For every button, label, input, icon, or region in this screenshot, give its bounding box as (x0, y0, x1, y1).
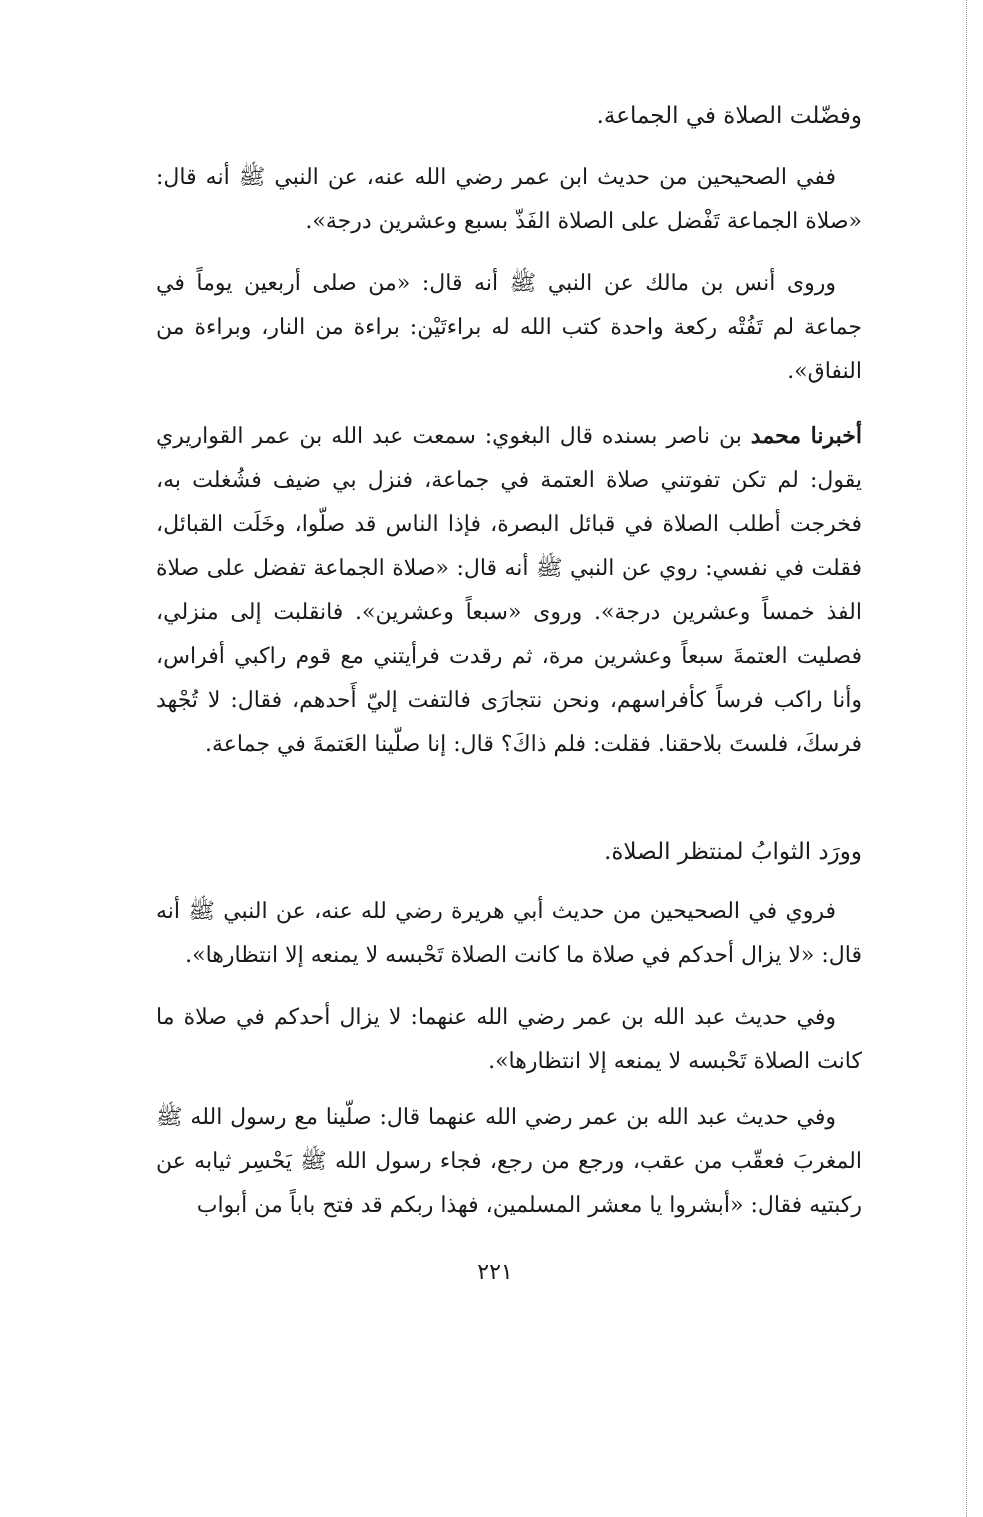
paragraph-sahihayn-ibn-umar (156, 156, 862, 244)
paragraph-text: ففي الصحيحين من حديث ابن عمر رضي الله عنه، عن النبي ﷺ أنه قال: «صلاة الجماعة تَفْضل على الصلاة الفَذّ بسبع وعشرين درجة». (156, 165, 862, 234)
paragraph-text: بن ناصر بسنده قال البغوي: سمعت عبد الله بن عمر القواريري يقول: لم تكن تفوتني صلاة العتمة في جماعة، فنزل بي ضيف فشُغلت به، فخرجت أطلب الصلاة في قبائل البصرة، فإذا الناس قد صلّوا، وخَلَت القبائل، فقلت في نفسي: روي عن النبي ﷺ أنه قال: «صلاة الجماعة تفضل على صلاة الفذ خمساً وعشرين درجة». وروى «سبعاً وعشرين». فانقلبت إلى منزلي، فصليت العتمةَ سبعاً وعشرين مرة، ثم رقدت فرأيتني مع قوم راكبي أفراس، وأنا راكب فرساً كأفراسهم، ونحن نتجارَى فالتفت إليّ أَحدهم، فقال: لا تُجْهد فرسكَ، فلستَ بلاحقنا. فقلت: فلم ذاكَ؟ قال: إنا صلّينا العَتمةَ في جماعة. (156, 424, 862, 757)
paragraph-text: وفي حديث عبد الله بن عمر رضي الله عنهما قال: صلّينا مع رسول الله ﷺ المغربَ فعقّب من عقب، ورجع من رجع، فجاء رسول الله ﷺ يَحْسِر ثيابه عن ركبتيه فقال: «أبشروا يا معشر المسلمين، فهذا ربكم قد فتح باباً من أبواب (156, 1105, 862, 1218)
paragraph-abu-hurayra (156, 890, 862, 978)
paragraph-text: وروى أنس بن مالك عن النبي ﷺ أنه قال: «من صلى أربعين يوماً في جماعة لم تَفُتْه ركعة واحدة كتب الله له براءتَيْن: براءة من النار، وبراءة من النفاق». (156, 271, 862, 384)
paragraph-abdullah-ibn-umar-waiting (156, 996, 862, 1084)
scan-margin-line (966, 0, 967, 1517)
paragraph-anas-forty-days (156, 262, 862, 394)
paragraph-abdullah-ibn-umar-maghrib (156, 1096, 862, 1228)
paragraph-text: وفي حديث عبد الله بن عمر رضي الله عنهما: لا يزال أحدكم في صلاة ما كانت الصلاة تَحْبسه لا يمنعه إلا انتظارها». (156, 1005, 862, 1074)
paragraph-text: فروي في الصحيحين من حديث أبي هريرة رضي لله عنه، عن النبي ﷺ أنه قال: «لا يزال أحدكم في صلاة ما كانت الصلاة تَحْبسه لا يمنعه إلا انتظارها». (156, 899, 862, 968)
narration-chain-lead: أخبرنا محمد (750, 423, 862, 449)
page-number: ٢٢١ (477, 1260, 513, 1285)
section-heading-waiting-reward: وورَد الثوابُ لمنتظر الصلاة. (604, 839, 862, 865)
section-heading-congregation-virtue: وفضّلت الصلاة في الجماعة. (596, 103, 862, 129)
paragraph-qawariri-story (156, 414, 862, 767)
